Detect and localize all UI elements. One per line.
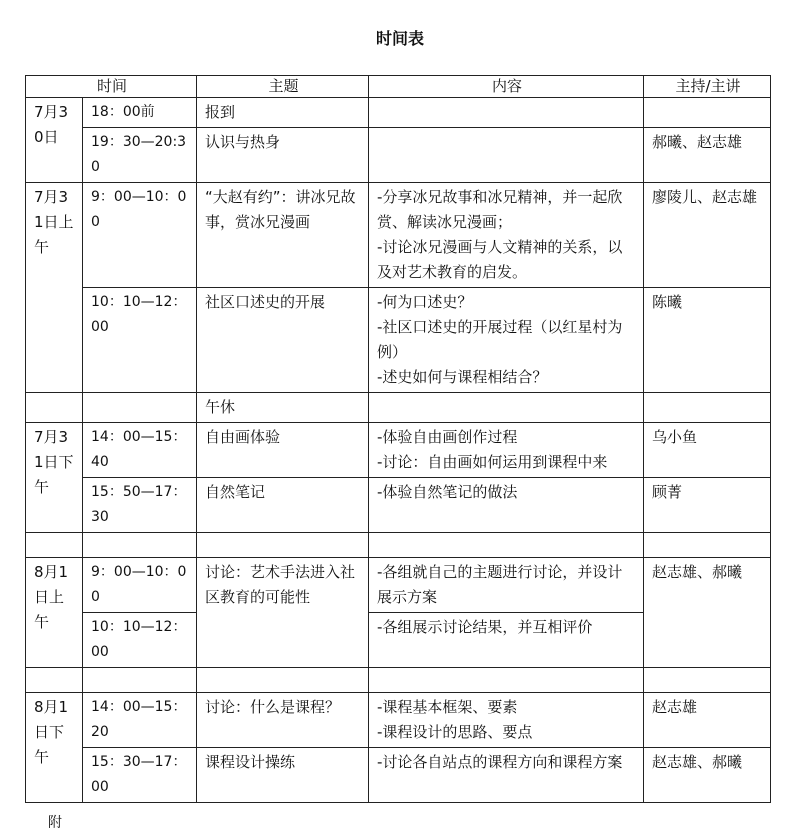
time-cell (83, 393, 197, 423)
content-line: -社区口述史的开展过程（以红星村为例） (377, 318, 623, 361)
time-cell: 15：50—17：30 (83, 478, 197, 533)
content-cell (369, 183, 644, 288)
host-cell (644, 393, 771, 423)
content-cell (369, 613, 644, 668)
table-row (26, 98, 771, 128)
page-title: 时间表 (375, 29, 424, 48)
table-row (26, 423, 771, 478)
host-cell: 赵志雄、郝曦 (644, 558, 771, 668)
content-line: -体验自然笔记的做法 (377, 483, 518, 501)
topic-cell: 午休 (197, 393, 369, 423)
time-cell: 9：00—10：00 (83, 558, 197, 613)
content-cell (369, 128, 644, 183)
topic-cell: 讨论：艺术手法进入社区教育的可能性 (197, 558, 369, 668)
header-time: 时间 (26, 76, 197, 98)
schedule-table (25, 75, 771, 803)
table-row (26, 183, 771, 288)
date-cell (26, 393, 83, 423)
content-line: -各组就自己的主题进行讨论，并设计展示方案 (377, 563, 623, 606)
content-cell (369, 288, 644, 393)
table-row (26, 393, 771, 423)
host-cell: 廖陵儿、赵志雄 (644, 183, 771, 288)
table-row (26, 693, 771, 748)
content-line: -各组展示讨论结果，并互相评价 (377, 618, 593, 636)
date-cell: 8月1日下午 (26, 693, 83, 803)
table-row (26, 288, 771, 393)
spacer-row (26, 533, 771, 558)
topic-cell: 报到 (197, 98, 369, 128)
content-cell (369, 98, 644, 128)
content-line: -课程基本框架、要素 (377, 698, 518, 716)
time-cell: 10：10—12：00 (83, 288, 197, 393)
table-row (26, 128, 771, 183)
time-cell: 18：00前 (83, 98, 197, 128)
time-cell: 14：00—15：40 (83, 423, 197, 478)
host-cell: 赵志雄、郝曦 (644, 748, 771, 803)
host-cell: 郝曦、赵志雄 (644, 128, 771, 183)
topic-cell: “大赵有约”：讲冰兄故事，赏冰兄漫画 (197, 183, 369, 288)
topic-cell: 认识与热身 (197, 128, 369, 183)
time-cell: 14：00—15：20 (83, 693, 197, 748)
content-cell (369, 478, 644, 533)
host-cell: 陈曦 (644, 288, 771, 393)
content-cell (369, 558, 644, 613)
content-line: -体验自由画创作过程 (377, 428, 518, 446)
content-cell (369, 693, 644, 748)
content-line: -课程设计的思路、要点 (377, 723, 533, 741)
host-cell: 顾菁 (644, 478, 771, 533)
time-cell: 10：10—12：00 (83, 613, 197, 668)
topic-cell: 讨论：什么是课程？ (197, 693, 369, 748)
date-cell: 7月31日下午 (26, 423, 83, 533)
content-line: -述史如何与课程相结合？ (377, 368, 548, 386)
host-cell: 赵志雄 (644, 693, 771, 748)
header-topic: 主题 (197, 76, 369, 98)
content-cell (369, 393, 644, 423)
topic-cell: 自然笔记 (197, 478, 369, 533)
content-cell (369, 748, 644, 803)
topic-cell: 自由画体验 (197, 423, 369, 478)
content-line: -分享冰兄故事和冰兄精神，并一起欣赏、解读冰兄漫画； (377, 188, 623, 231)
topic-cell: 课程设计操练 (197, 748, 369, 803)
content-line: -讨论：自由画如何运用到课程中来 (377, 453, 608, 471)
date-cell: 8月1日上午 (26, 558, 83, 668)
header-row (26, 76, 771, 98)
date-cell: 7月30日 (26, 98, 83, 183)
time-cell: 19：30—20:30 (83, 128, 197, 183)
host-cell: 乌小鱼 (644, 423, 771, 478)
content-line: -何为口述史？ (377, 293, 473, 311)
spacer-row (26, 668, 771, 693)
header-content: 内容 (369, 76, 644, 98)
footer-text: 附 (48, 815, 62, 831)
date-cell: 7月31日上午 (26, 183, 83, 393)
table-row (26, 558, 771, 613)
header-host: 主持/主讲 (644, 76, 771, 98)
table-row (26, 748, 771, 803)
topic-cell: 社区口述史的开展 (197, 288, 369, 393)
host-cell (644, 98, 771, 128)
table-row (26, 478, 771, 533)
time-cell: 9：00—10：00 (83, 183, 197, 288)
time-cell: 15：30—17：00 (83, 748, 197, 803)
content-line: -讨论各自站点的课程方向和课程方案 (377, 753, 623, 771)
content-cell (369, 423, 644, 478)
content-line: -讨论冰兄漫画与人文精神的关系，以及对艺术教育的启发。 (377, 238, 623, 281)
